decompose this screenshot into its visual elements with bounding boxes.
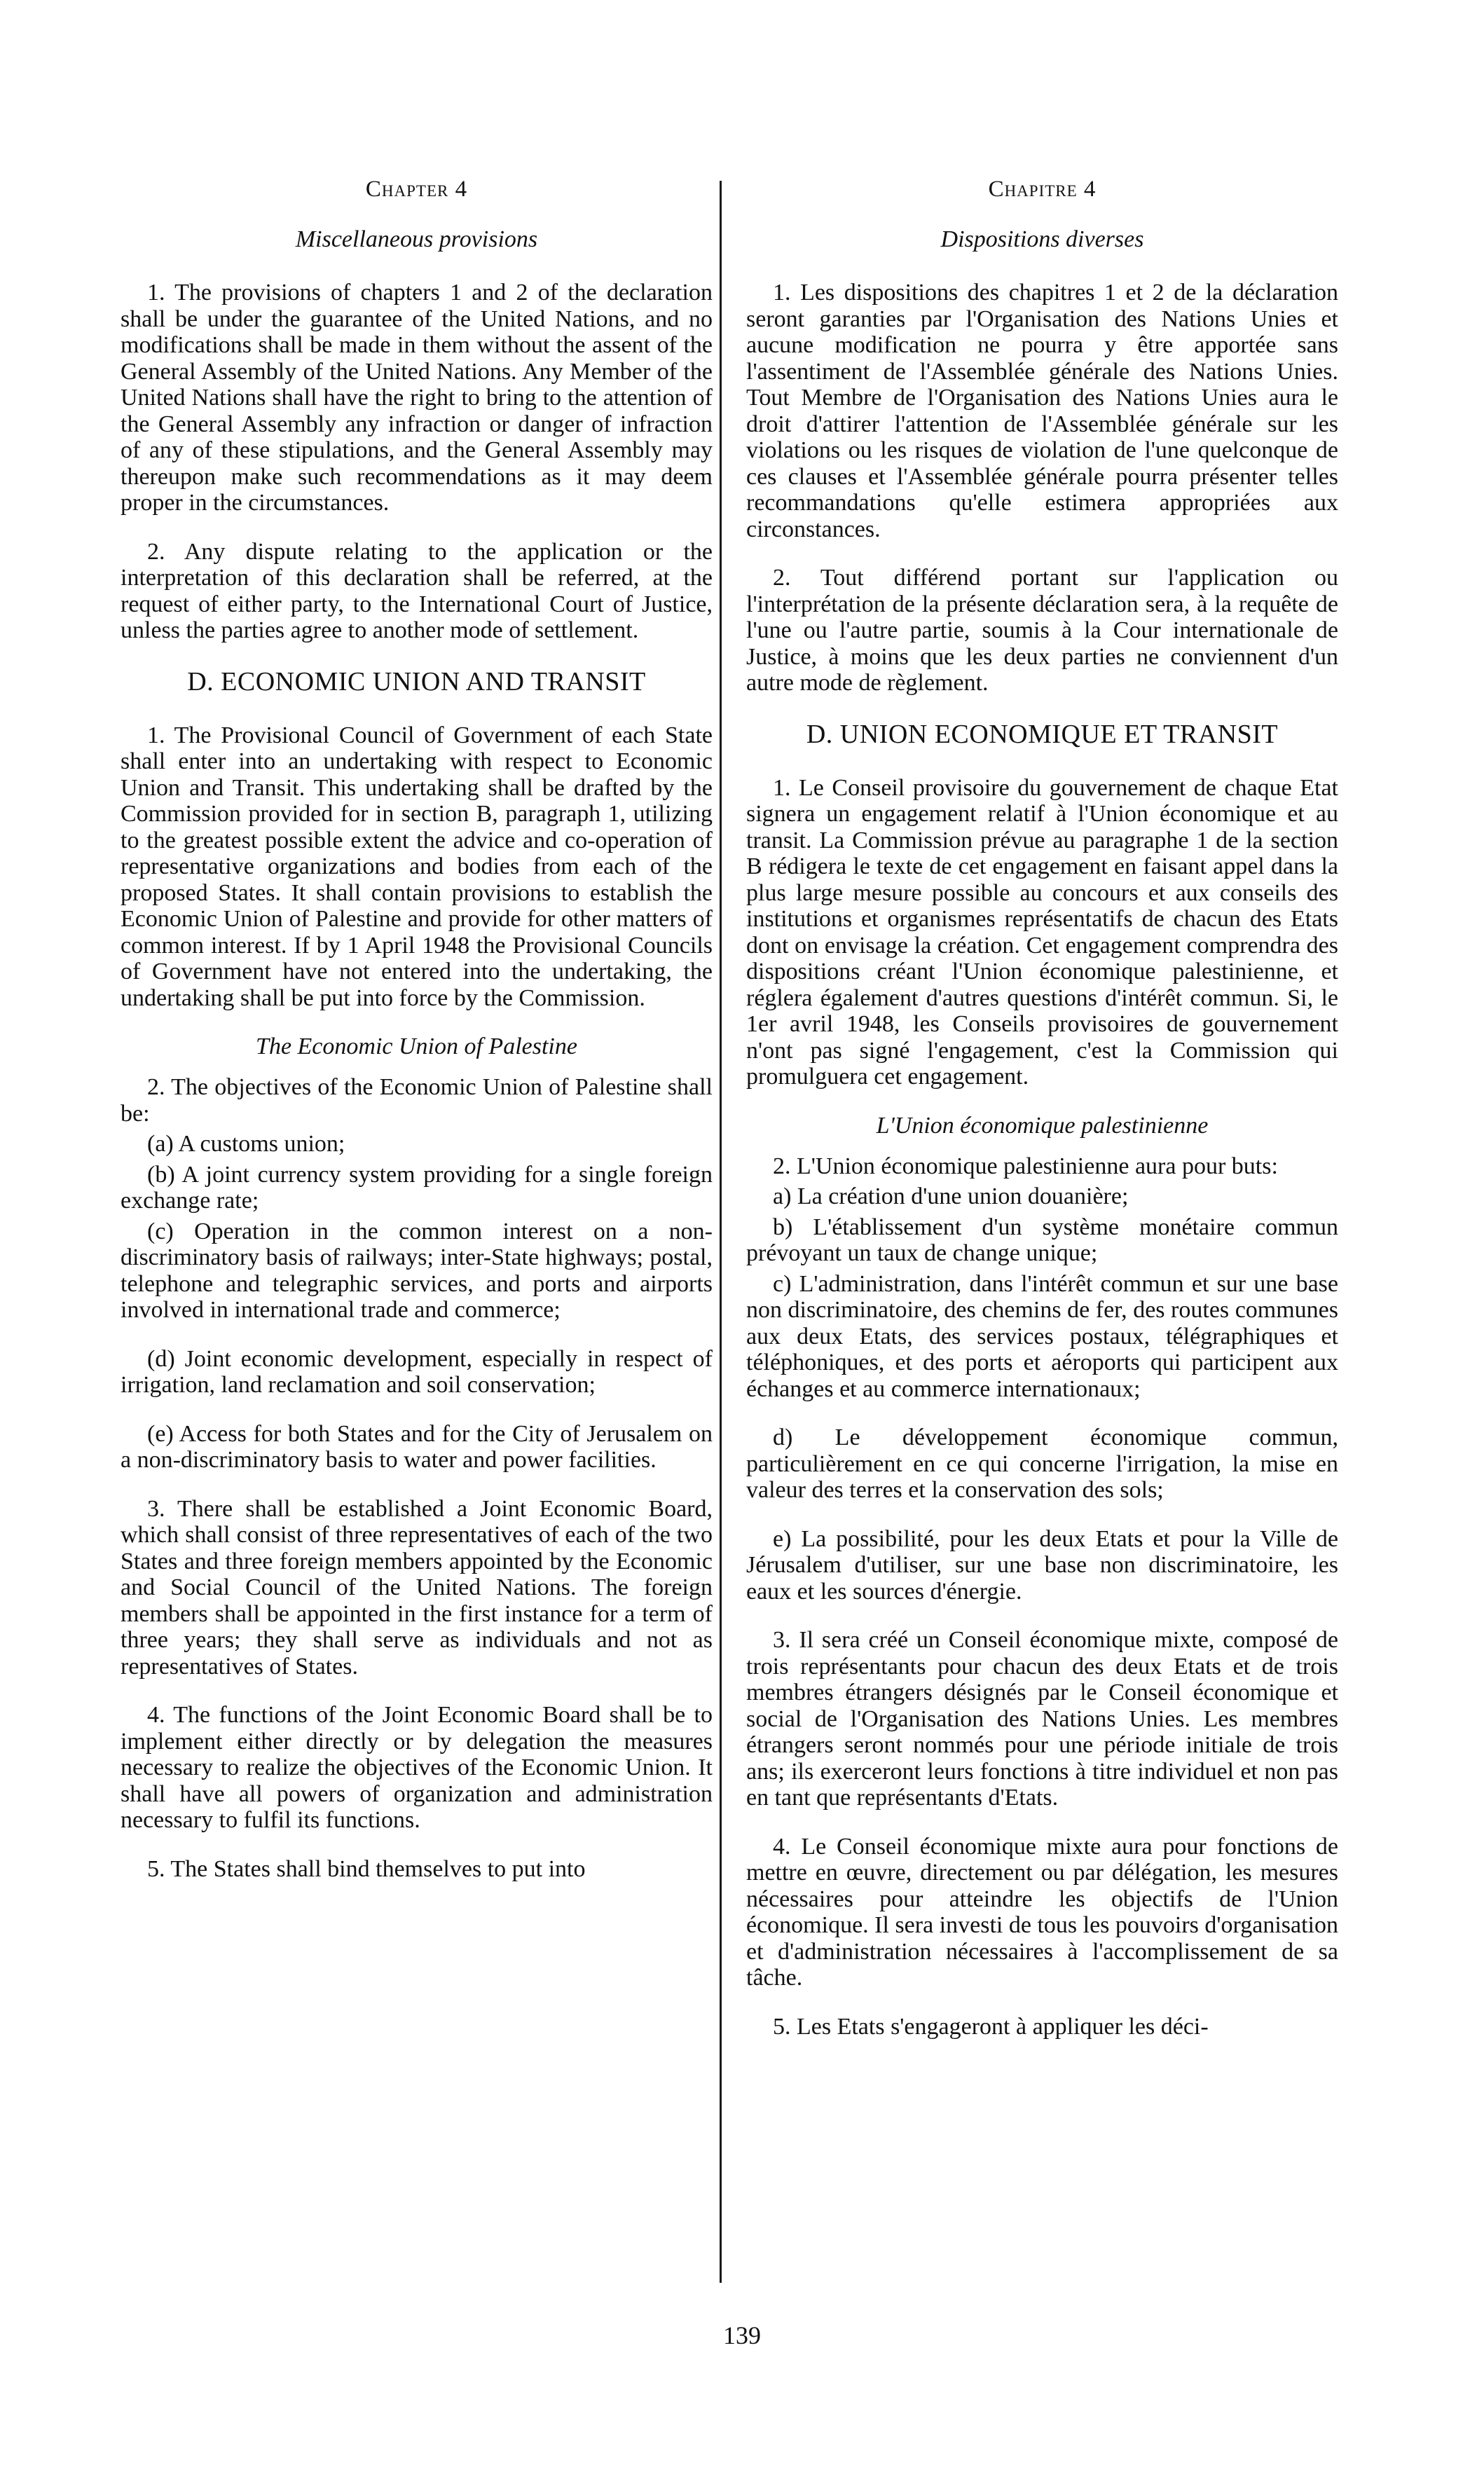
list-item: (c) Operation in the common interest on a non-discriminatory basis of railways; inter-State highways; postal, telephone and telegraphic services, and ports and airports involved in international trade and commerce; bbox=[121, 1218, 713, 1323]
paragraph: 2. Any dispute relating to the application or the interpretation of this declaration shall be referred, at the request of either party, to the International Court of Justice, unless the parties agree to another mode of settlement. bbox=[121, 538, 713, 643]
paragraph: 1. Les dispositions des chapitres 1 et 2 de la déclaration seront garanties par l'Organisation des Nations Unies et aucune modification ne pourra y être apportée sans l'assentiment de l'Assemblée générale des Nations Unies. Tout Membre de l'Organisation des Nations Unies aura le droit d'attirer l'attention de l'Assemblée générale sur les violations ou les risques de violation de l'une quelconque de ces clauses et l'Assemblée générale pourra présenter telles recommandations qu'elle estimera appropriées aux circonstances. bbox=[746, 280, 1338, 542]
paragraph: 3. There shall be established a Joint Economic Board, which shall consist of three representatives of each of the two States and three foreign members appointed by the Economic and Social Council of the United Nations. The foreign members shall be appointed in the first instance for a term of three years; they shall serve as individuals and not as representatives of States. bbox=[121, 1495, 713, 1680]
paragraph: 1. The Provisional Council of Government of each State shall enter into an undertaking with respect to Economic Union and Transit. This undertaking shall be drafted by the Commission provided for in section B, paragraph 1, utilizing to the greatest possible extent the advice and co-operation of representative organizations and bodies from each of the proposed States. It shall contain provisions to establish the Economic Union of Palestine and provide for other matters of common interest. If by 1 April 1948 the Provisional Councils of Government have not entered into the undertaking, the undertaking shall be put into force by the Commission. bbox=[121, 722, 713, 1011]
paragraph: 4. Le Conseil économique mixte aura pour fonctions de mettre en œuvre, directement ou par délégation, les mesures nécessaires pour atteindre les objectifs de l'Union économique. Il sera investi de tous les pouvoirs d'organisation et d'administration nécessaires à l'accomplissement de sa tâche. bbox=[746, 1833, 1338, 1991]
paragraph: 4. The functions of the Joint Economic Board shall be to implement either directly or by delegation the measures necessary to realize the objectives of the Economic Union. It shall have all powers of organization and administration necessary to fulfil its functions. bbox=[121, 1702, 713, 1833]
page-number: 139 bbox=[723, 2321, 761, 2349]
section-heading: D. UNION ECONOMIQUE ET TRANSIT bbox=[806, 719, 1279, 749]
list-item: c) L'administration, dans l'intérêt commun et sur une base non discriminatoire, des chemins de fer, des routes communes aux deux Etats, des services postaux, télégraphiques et téléphoniques, et des ports et aéroports qui participent aux échanges et au commerce internationaux; bbox=[746, 1270, 1338, 1402]
list-item: b) L'établissement d'un système monétaire commun prévoyant un taux de change unique; bbox=[746, 1214, 1338, 1266]
list-item: (e) Access for both States and for the City of Jerusalem on a non-discriminatory basis to water and power facilities. bbox=[121, 1420, 713, 1473]
chapter-heading: Chapitre 4 bbox=[988, 177, 1097, 202]
subsection-heading: The Economic Union of Palestine bbox=[256, 1034, 577, 1059]
list-item: (d) Joint economic development, especially in respect of irrigation, land reclamation and soil conservation; bbox=[121, 1345, 713, 1398]
chapter-heading: Chapter 4 bbox=[365, 177, 468, 202]
list-item: a) La création d'une union douanière; bbox=[773, 1183, 1129, 1209]
paragraph: 5. The States shall bind themselves to put into bbox=[147, 1855, 586, 1882]
paragraph: 2. Tout différend portant sur l'application ou l'interprétation de la présente déclaration sera, à la requête de l'une ou l'autre partie, soumis à la Cour internationale de Justice, à moins que les deux parties ne conviennent d'un autre mode de règlement. bbox=[746, 565, 1338, 696]
paragraph: 1. The provisions of chapters 1 and 2 of the declaration shall be under the guarantee of the United Nations, and no modifications shall be made in them without the assent of the General Assembly of the United Nations. Any Member of the United Nations shall have the right to bring to the attention of the General Assembly any infraction or danger of infraction of any of these stipulations, and the General Assembly may thereupon make such recommendations as it may deem proper in the circumstances. bbox=[121, 280, 713, 516]
french-column bbox=[746, 177, 1338, 2062]
column-divider bbox=[720, 181, 722, 2283]
paragraph: 1. Le Conseil provisoire du gouvernement de chaque Etat signera un engagement relatif à l'Union économique et au transit. La Commission prévue au paragraphe 1 de la section B rédigera le texte de cet engagement en faisant appel dans la plus large mesure possible au concours et aux conseils des institutions et organismes représentatifs de chacun des Etats dont on envisage la création. Cet engagement comprendra des dispositions créant l'Union économique palestinienne, et réglera également d'autres questions d'intérêt commun. Si, le 1er avril 1948, les Conseils provisoires de gouvernement n'ont pas signé l'engagement, c'est la Commission qui promulguera cet engagement. bbox=[746, 774, 1338, 1090]
english-column bbox=[121, 177, 713, 1904]
paragraph: 3. Il sera créé un Conseil économique mixte, composé de trois représentants pour chacun des deux Etats et de trois membres étrangers désignés par le Conseil économique et social de l'Organisation des Nations Unies. Les membres étrangers seront nommés pour une période initiale de trois ans; ils exerceront leurs fonctions à titre individuel et non pas en tant que représentants d'Etats. bbox=[746, 1627, 1338, 1811]
list-item: e) La possibilité, pour les deux Etats et pour la Ville de Jérusalem d'utiliser, sur une base non discriminatoire, les eaux et les sources d'énergie. bbox=[746, 1525, 1338, 1605]
chapter-subtitle: Miscellaneous provisions bbox=[295, 226, 538, 252]
list-item: d) Le développement économique commun, particulièrement en ce qui concerne l'irrigation, la mise en valeur des terres et la conservation des sols; bbox=[746, 1424, 1338, 1503]
paragraph: 2. The objectives of the Economic Union of Palestine shall be: bbox=[121, 1074, 713, 1127]
chapter-subtitle: Dispositions diverses bbox=[940, 226, 1144, 252]
subsection-heading: L'Union économique palestinienne bbox=[876, 1112, 1209, 1139]
paragraph: 5. Les Etats s'engageront à appliquer les déci- bbox=[773, 2013, 1209, 2040]
list-item: (b) A joint currency system providing for a single foreign exchange rate; bbox=[121, 1161, 713, 1214]
list-item: (a) A customs union; bbox=[147, 1131, 345, 1157]
paragraph: 2. L'Union économique palestinienne aura pour buts: bbox=[773, 1153, 1278, 1179]
section-heading: D. ECONOMIC UNION AND TRANSIT bbox=[187, 666, 646, 696]
